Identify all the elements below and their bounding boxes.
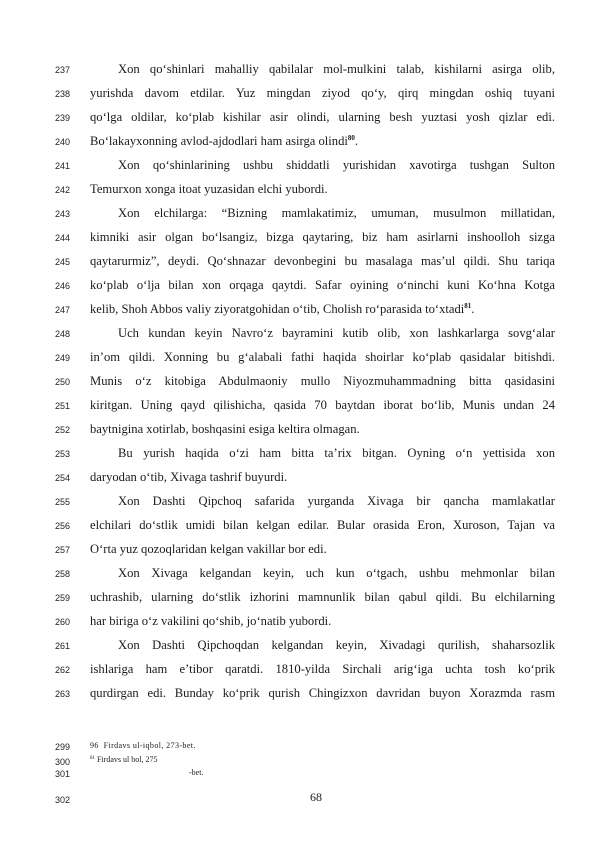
text-line: Munis o‘z kitobiga Abdulmaoniy mullo Niyozmuhammadning bitta qasidasini — [90, 374, 555, 388]
text-line: kiritgan. Uning qayd qilishicha, qasida 70 baytdan iborat bo‘lib, Munis undan 24 — [90, 398, 555, 412]
line-number: 247 — [55, 305, 71, 315]
footnote-text: Firdavs ul bol, 275 — [97, 755, 158, 764]
text-line: har biriga o‘z vakilini qo‘shib, jo‘natib yubordi. — [90, 614, 332, 628]
footnote-number: 96 — [90, 741, 99, 750]
footnote — [90, 742, 196, 750]
line-number: 243 — [55, 209, 71, 219]
text-line: yurishda davom etdilar. Yuz mingdan ziyod qo‘y, qirq mingdan oshiq tuyani — [90, 86, 555, 100]
text-line — [90, 303, 555, 316]
text-line: ishlariga ham e’tibor qaratdi. 1810-yilda Sirchali arig‘iga uchta tosh ko‘prik — [90, 662, 555, 676]
text-line: Xon elchilarga: “Bizning mamlakatimiz, umuman, musulmon millatidan, — [118, 206, 555, 220]
line-number: 242 — [55, 185, 71, 195]
line-number: 257 — [55, 545, 71, 555]
text-line: ko‘plab o‘lja bilan xon orqaga qaytdi. Safar oyining o‘ninchi kuni Ko‘hna Kotga — [90, 278, 555, 292]
text-line: Xon Dashti Qipchoqdan kelgandan keyin, Xivadagi qurilish, shaharsozlik — [118, 638, 555, 652]
line-number: 238 — [55, 89, 71, 99]
text-line — [90, 135, 555, 148]
text-line: O‘rta yuz qozoqlaridan kelgan vakillar bor edi. — [90, 542, 327, 556]
text-line: kimniki asir olgan bo‘lsangiz, bizga qaytaring, biz ham asirlarni inshoolloh sizga — [90, 230, 555, 244]
footnote-ref: 81 — [464, 302, 472, 310]
line-number: 301 — [55, 769, 71, 779]
text-line: qo‘lga oldilar, ko‘plab kishilar asir olindi, ularning besh yuztasi yosh qizlar edi. — [90, 110, 555, 124]
text-line: Xon qo‘shinlari mahalliy qabilalar mol-mulkini talab, kishilarni asirga olib, — [118, 62, 555, 76]
line-number: 240 — [55, 137, 71, 147]
line-number: 259 — [55, 593, 71, 603]
line-number: 263 — [55, 689, 71, 699]
line-number: 251 — [55, 401, 71, 411]
line-number: 249 — [55, 353, 71, 363]
line-number: 262 — [55, 665, 71, 675]
footnote — [90, 756, 157, 764]
line-number: 244 — [55, 233, 71, 243]
text-line: in’om qildi. Xonning bu g‘alabali fathi haqida shoirlar ko‘plab qasidalar bitishdi. — [90, 350, 555, 364]
line-number: 261 — [55, 641, 71, 651]
footnote-text: Firdavs ul-iqbol, 273-bet. — [103, 741, 196, 750]
line-number: 245 — [55, 257, 71, 267]
text-line: qaytarurmiz”, deydi. Qo‘shnazar devonbegini bu masalaga mas’ul qildi. Shu tariqa — [90, 254, 555, 268]
line-number: 302 — [55, 795, 71, 805]
text-line: Uch kundan keyin Navro‘z bayramini kutib olib, xon lashkarlarga sovg‘alar — [118, 326, 555, 340]
text-line: Xon Xivaga kelgandan keyin, uch kun o‘tgach, ushbu mehmonlar bilan — [118, 566, 555, 580]
line-number: 254 — [55, 473, 71, 483]
line-number: 248 — [55, 329, 71, 339]
text-line: elchilari do‘stlik umidi bilan kelgan edilar. Bular orasida Eron, Xuroson, Tajan va — [90, 518, 555, 532]
line-number: 260 — [55, 617, 71, 627]
line-number: 300 — [55, 757, 71, 767]
text-line: Xon Dashti Qipchoq safarida yurganda Xivaga bir qancha mamlakatlar — [118, 494, 555, 508]
text-span: Bo‘lakayxonning avlod-ajdodlari ham asirga olindi — [90, 134, 348, 148]
text-line: Xon qo‘shinlarining ushbu shiddatli yurishidan xavotirga tushgan Sulton — [118, 158, 555, 172]
text-line: Bu yurish haqida o‘zi ham bitta ta’rix bitgan. Oyning o‘n yettisida xon — [118, 446, 555, 460]
text-line: qurdirgan edi. Bunday ko‘prik qurish Chingizxon davridan buyon Xorazmda rasm — [90, 686, 555, 700]
text-span: kelib, Shoh Abbos valiy ziyoratgohidan o‘tib, Cholish ro‘parasida to‘xtadi — [90, 302, 465, 316]
line-number: 239 — [55, 113, 71, 123]
text-span: . — [354, 134, 359, 148]
footnote-number: 81 — [90, 756, 95, 761]
text-line: uchrashib, ularning do‘stlik izhorini mamnunlik bilan qabul qildi. Bu elchilarning — [90, 590, 555, 604]
line-number: 258 — [55, 569, 71, 579]
text-line: daryodan o‘tib, Xivaga tashrif buyurdi. — [90, 470, 288, 484]
text-line: baytnigina xotirlab, boshqasini esiga keltira olmagan. — [90, 422, 360, 436]
line-number: 253 — [55, 449, 71, 459]
line-number: 252 — [55, 425, 71, 435]
footnote-ref: 80 — [347, 134, 355, 142]
line-number: 250 — [55, 377, 71, 387]
line-number: 255 — [55, 497, 71, 507]
line-number: 299 — [55, 742, 71, 752]
line-number: 237 — [55, 65, 71, 75]
page-number: 68 — [310, 790, 322, 804]
line-number: 241 — [55, 161, 71, 171]
footnote-text: -bet. — [189, 768, 204, 777]
line-number: 246 — [55, 281, 71, 291]
line-number: 256 — [55, 521, 71, 531]
text-span: . — [471, 302, 475, 316]
text-line: Temurxon xonga itoat yuzasidan elchi yubordi. — [90, 182, 328, 196]
